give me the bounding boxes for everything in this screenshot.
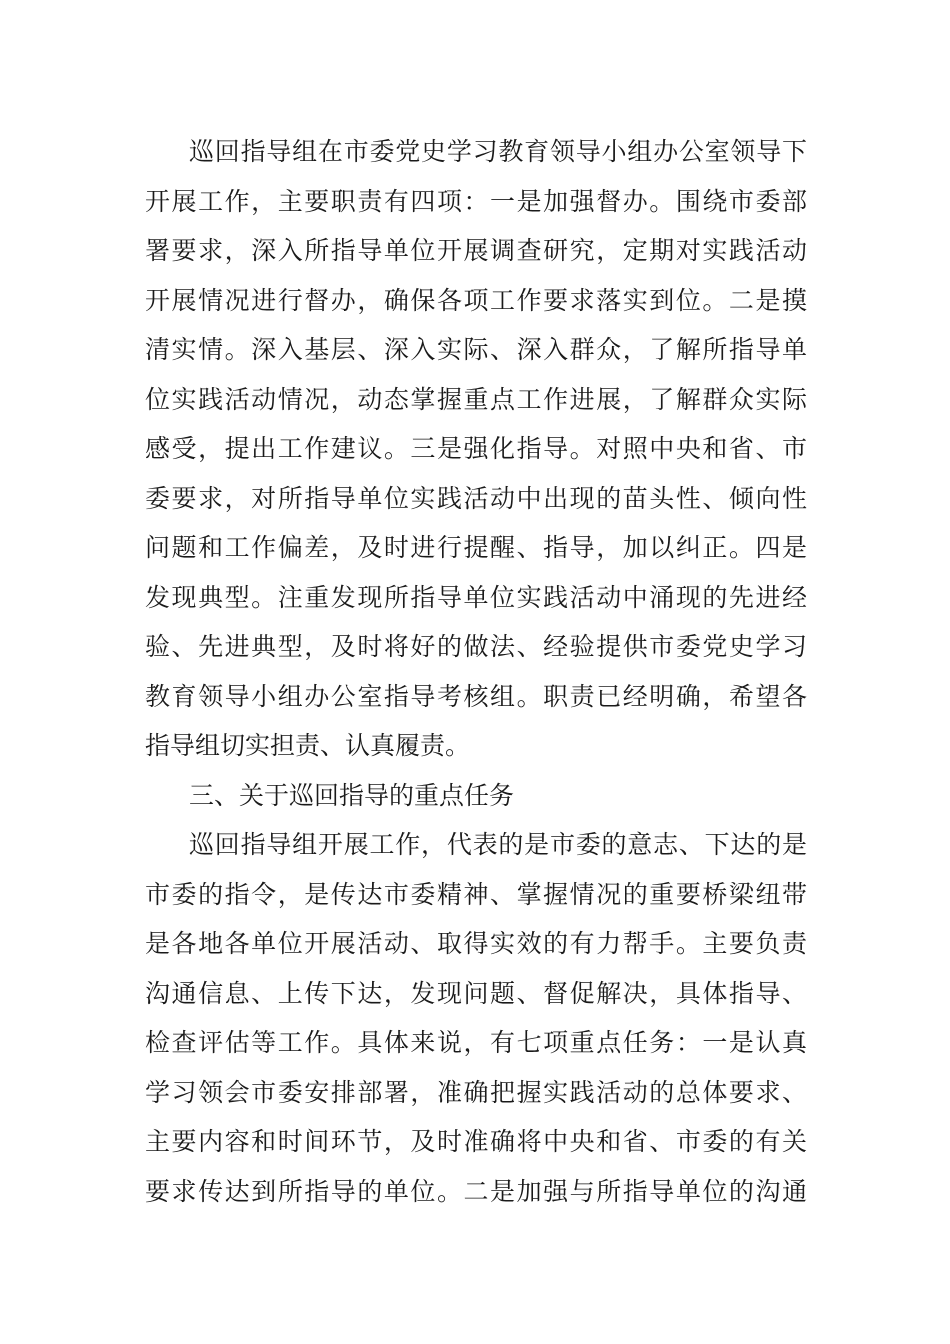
text-line: 巡回指导组开展工作，代表的是市委的意志、下达的是 [189,830,807,859]
section-heading: 三、关于巡回指导的重点任务 [189,780,515,810]
text-line: 市委的指令，是传达市委精神、掌握情况的重要桥梁纽带 [145,879,807,909]
paragraph-tasks [145,820,807,1216]
text-line: 是各地各单位开展活动、取得实效的有力帮手。主要负责 [145,929,807,958]
paragraph-duties [145,127,807,771]
text-line: 指导组切实担责、认真履责。 [145,731,471,760]
text-line: 开展情况进行督办，确保各项工作要求落实到位。二是摸 [145,285,807,315]
text-line: 学习领会市委安排部署，准确把握实践活动的总体要求、 [145,1077,807,1107]
text-line: 巡回指导组在市委党史学习教育领导小组办公室领导下 [189,137,807,166]
text-line: 感受，提出工作建议。三是强化指导。对照中央和省、市 [145,434,807,463]
text-line: 教育领导小组办公室指导考核组。职责已经明确，希望各 [145,681,807,711]
text-line: 开展工作，主要职责有四项：一是加强督办。围绕市委部 [145,186,807,216]
text-line: 要求传达到所指导的单位。二是加强与所指导单位的沟通 [145,1176,807,1206]
text-line: 位实践活动情况，动态掌握重点工作进展，了解群众实际 [145,384,807,414]
text-line: 清实情。深入基层、深入实际、深入群众，了解所指导单 [145,335,807,364]
text-line: 署要求，深入所指导单位开展调查研究，定期对实践活动 [145,236,807,265]
text-line: 沟通信息、上传下达，发现问题、督促解决，具体指导、 [145,978,807,1008]
document-body [145,127,807,1216]
text-line: 问题和工作偏差，及时进行提醒、指导，加以纠正。四是 [145,533,807,562]
text-line: 主要内容和时间环节，及时准确将中央和省、市委的有关 [145,1127,807,1156]
text-line: 检查评估等工作。具体来说，有七项重点任务：一是认真 [145,1028,807,1057]
text-line: 发现典型。注重发现所指导单位实践活动中涌现的先进经 [145,582,807,612]
text-line: 验、先进典型，及时将好的做法、经验提供市委党史学习 [145,632,807,661]
text-line: 委要求，对所指导单位实践活动中出现的苗头性、倾向性 [145,483,807,513]
